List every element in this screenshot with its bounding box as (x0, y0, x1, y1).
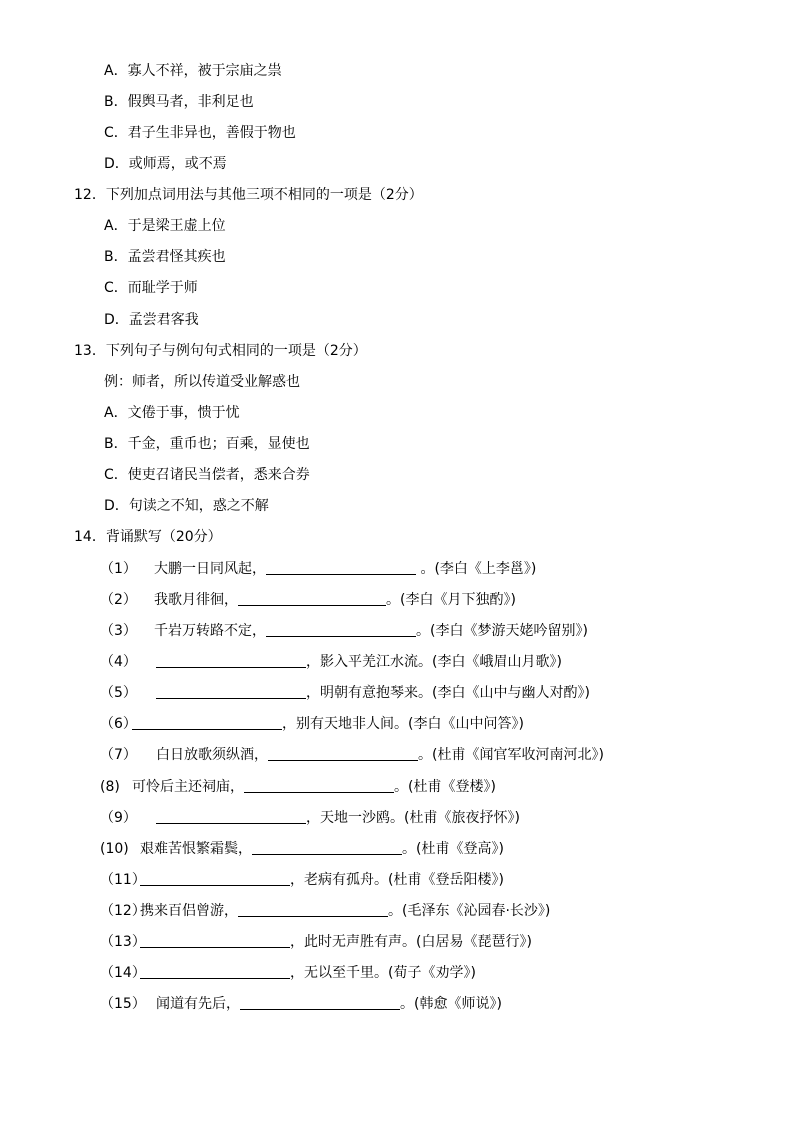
q12-option-a: A．于是梁王虚上位 (104, 218, 226, 234)
item-source: 。(杜甫《登楼》) (394, 779, 496, 795)
q12-option-c: C．而耻学于师 (104, 280, 198, 296)
recite-item-10 (100, 839, 504, 859)
q13-option-b: B．千金，重币也；百乘，显使也 (104, 436, 310, 452)
q11-option-b: B．假舆马者，非利足也 (104, 94, 254, 110)
q14-stem: 14．背诵默写（20分） (74, 529, 222, 545)
answer-blank[interactable] (140, 933, 290, 948)
recite-item-15 (100, 994, 502, 1014)
item-given-line: 大鹏一日同风起， (154, 561, 266, 577)
item-source: 。(李白《梦游天姥吟留别》) (416, 623, 588, 639)
item-given-line: 我歌月徘徊， (154, 592, 238, 608)
answer-blank[interactable] (238, 591, 386, 606)
answer-blank[interactable] (268, 746, 418, 761)
item-number: （4） (100, 654, 137, 670)
item-number: （11） (100, 872, 146, 888)
item-source: 。(李白《月下独酌》) (386, 592, 516, 608)
item-given-line: 携来百侣曾游， (140, 903, 238, 919)
item-number: （13） (100, 934, 146, 950)
item-source: 。(杜甫《闻官军收河南河北》) (418, 747, 604, 763)
item-number: （7） (100, 747, 137, 763)
item-number: （1） (100, 561, 137, 577)
answer-blank[interactable] (132, 715, 282, 730)
answer-blank[interactable] (252, 840, 402, 855)
item-number: (10) (100, 841, 129, 857)
item-source: ，明朝有意抱琴来。(李白《山中与幽人对酌》) (306, 685, 590, 701)
item-number: （6） (100, 716, 137, 732)
q13-stem: 13．下列句子与例句句式相同的一项是（2分） (74, 343, 367, 359)
recite-item-5 (100, 683, 590, 703)
q12-stem: 12．下列加点词用法与其他三项不相同的一项是（2分） (74, 187, 423, 203)
recite-item-9 (100, 808, 520, 828)
recite-item-2 (100, 590, 516, 610)
item-number: （14） (100, 965, 146, 981)
item-source: ，影入平羌江水流。(李白《峨眉山月歌》) (306, 654, 562, 670)
item-given-line: 白日放歌须纵酒， (156, 747, 268, 763)
q13-option-d: D．句读之不知，惑之不解 (104, 498, 269, 514)
q13-example: 例：师者，所以传道受业解惑也 (104, 374, 300, 390)
q11-option-c: C．君子生非异也，善假于物也 (104, 125, 296, 141)
item-given-line: 闻道有先后， (156, 996, 240, 1012)
item-source: 。(韩愈《师说》) (400, 996, 502, 1012)
recite-item-3 (100, 621, 588, 641)
item-number: （12） (100, 903, 146, 919)
recite-item-12 (100, 901, 550, 921)
q12-option-b: B．孟尝君怪其疾也 (104, 249, 226, 265)
recite-item-8 (100, 777, 496, 797)
answer-blank[interactable] (266, 560, 416, 575)
q12-option-d: D．孟尝君客我 (104, 312, 199, 328)
answer-blank[interactable] (266, 622, 416, 637)
answer-blank[interactable] (244, 778, 394, 793)
q13-option-c: C．使吏召诸民当偿者，悉来合券 (104, 467, 310, 483)
recite-item-11 (100, 870, 504, 890)
item-given-line: 艰难苦恨繁霜鬓， (140, 841, 252, 857)
answer-blank[interactable] (156, 684, 306, 699)
item-number: （5） (100, 685, 137, 701)
q11-option-d: D．或师焉，或不焉 (104, 156, 227, 172)
q13-option-a: A．文倦于事，愦于忧 (104, 405, 240, 421)
recite-item-13 (100, 932, 532, 952)
item-number: （2） (100, 592, 137, 608)
item-given-line: 可怜后主还祠庙， (132, 779, 244, 795)
item-number: (8) (100, 779, 120, 795)
answer-blank[interactable] (156, 809, 306, 824)
item-number: （3） (100, 623, 137, 639)
answer-blank[interactable] (140, 964, 290, 979)
item-given-line: 千岩万转路不定， (154, 623, 266, 639)
item-source: ，老病有孤舟。(杜甫《登岳阳楼》) (290, 872, 504, 888)
q11-option-a: A．寡人不祥，被于宗庙之祟 (104, 63, 282, 79)
item-source: ，无以至千里。(荀子《劝学》) (290, 965, 476, 981)
recite-item-1 (100, 559, 536, 579)
recite-item-14 (100, 963, 476, 983)
item-source: ，别有天地非人间。(李白《山中问答》) (282, 716, 524, 732)
item-source: ，天地一沙鸥。(杜甫《旅夜抒怀》) (306, 810, 520, 826)
answer-blank[interactable] (156, 653, 306, 668)
recite-item-7 (100, 745, 604, 765)
item-source: 。(李白《上李邕》) (416, 561, 537, 577)
item-source: 。(毛泽东《沁园春·长沙》) (388, 903, 551, 919)
answer-blank[interactable] (140, 871, 290, 886)
item-number: （15） (100, 996, 146, 1012)
recite-item-4 (100, 652, 562, 672)
item-number: （9） (100, 810, 137, 826)
item-source: ，此时无声胜有声。(白居易《琵琶行》) (290, 934, 532, 950)
answer-blank[interactable] (238, 902, 388, 917)
recite-item-6 (100, 714, 524, 734)
answer-blank[interactable] (240, 995, 400, 1010)
item-source: 。(杜甫《登高》) (402, 841, 504, 857)
